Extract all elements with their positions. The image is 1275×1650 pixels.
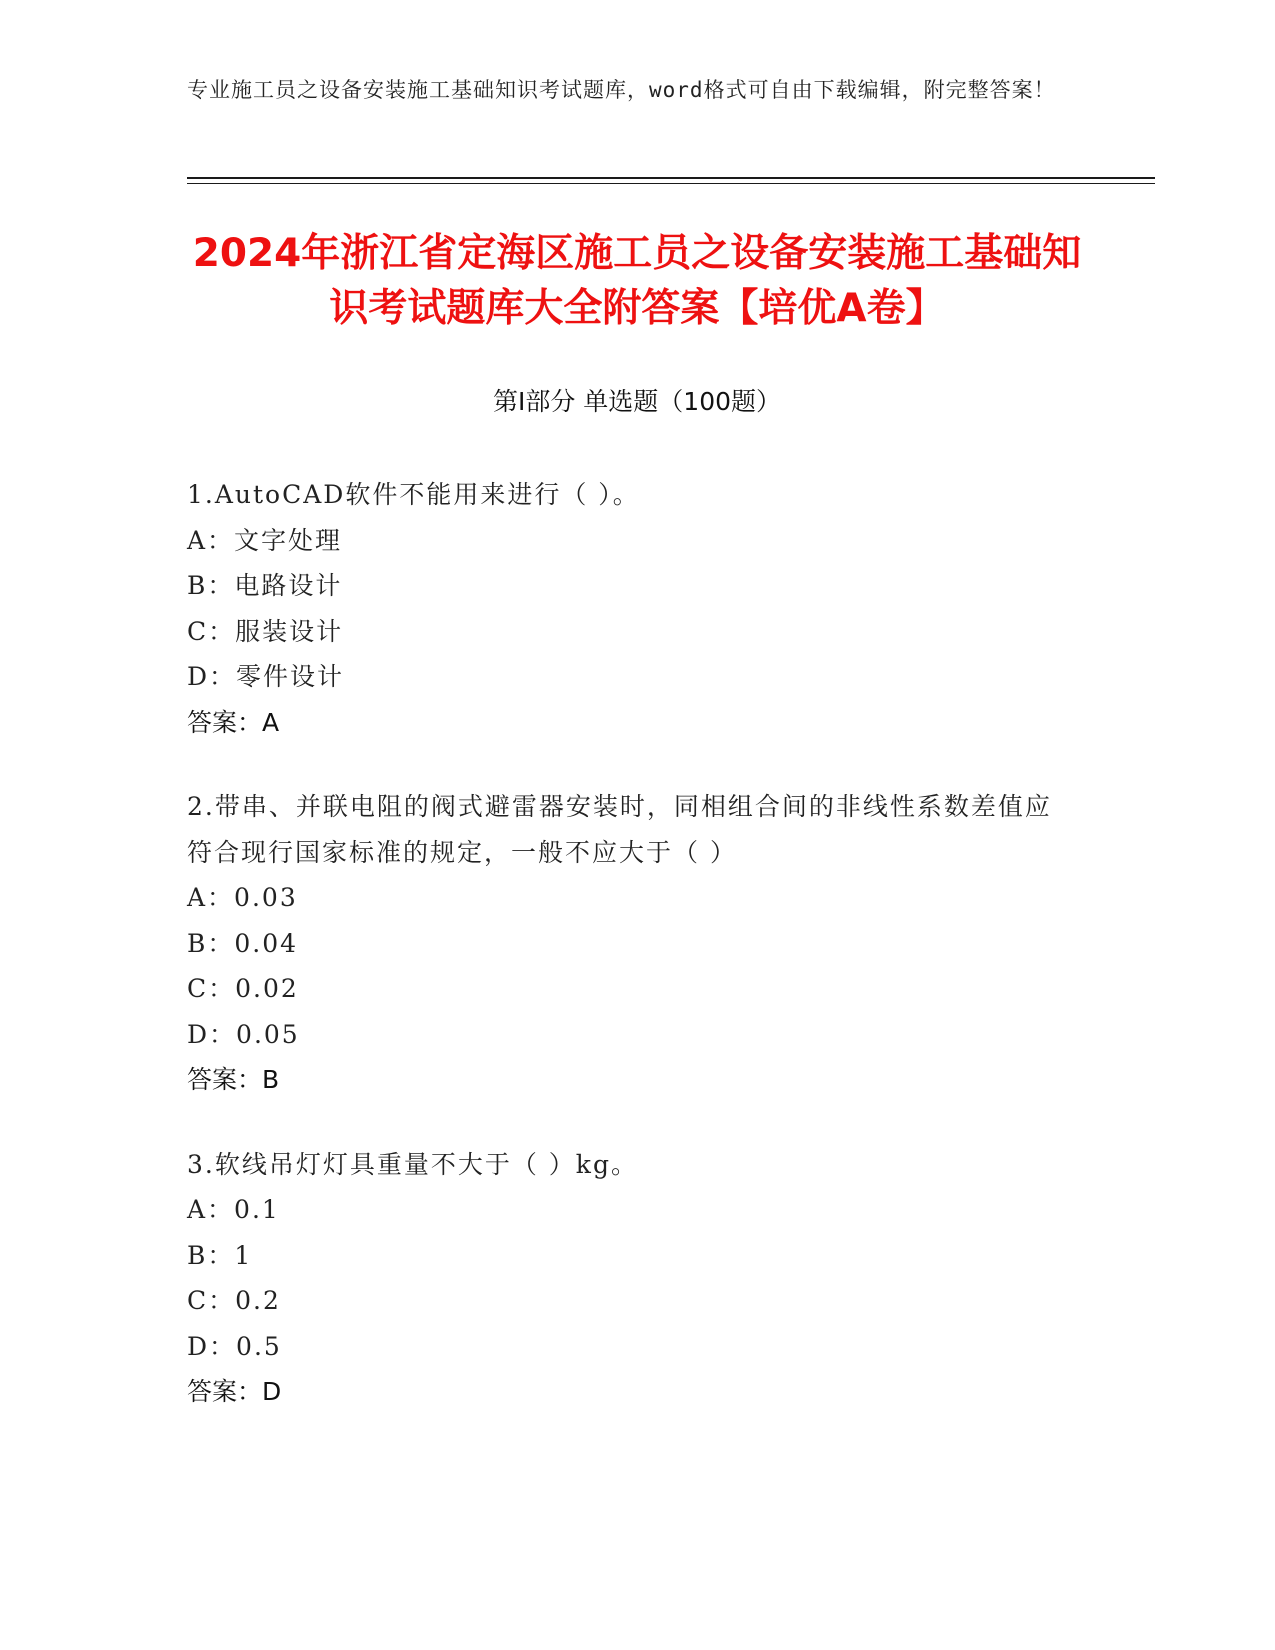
- section-heading: 第I部分 单选题（100题）: [492, 387, 782, 416]
- document-title: 2024年浙江省定海区施工员之设备安装施工基础知识考试题库大全附答案【培优A卷】: [192, 231, 1082, 331]
- question-text: 3.软线吊灯灯具重量不大于（ ）kg。: [187, 1149, 638, 1179]
- option-a: A：文字处理: [187, 525, 343, 555]
- answer: 答案：A: [187, 707, 280, 737]
- question-1: [187, 472, 1087, 745]
- option-b: B：0.04: [187, 928, 299, 958]
- option-d: D：零件设计: [187, 662, 345, 691]
- header-divider-thin: [187, 183, 1155, 184]
- header-note: 专业施工员之设备安装施工基础知识考试题库，word格式可自由下载编辑，附完整答案！: [187, 78, 1056, 102]
- question-text: 2.带串、并联电阻的阀式避雷器安装时，同相组合间的非线性系数差值应符合现行国家标准的规定，一般不应大于（ ）: [187, 792, 1052, 867]
- option-b: B：1: [187, 1240, 253, 1270]
- option-d: D：0.5: [187, 1331, 282, 1361]
- option-a: A：0.03: [187, 883, 298, 912]
- option-c: C：服装设计: [187, 616, 344, 646]
- option-c: C：0.02: [187, 974, 299, 1003]
- header-divider-thick: [187, 177, 1155, 179]
- option-b: B：电路设计: [187, 571, 343, 600]
- option-d: D：0.05: [187, 1019, 300, 1049]
- question-list: [187, 472, 1087, 1454]
- question-text: 1.AutoCAD软件不能用来进行（ ）。: [187, 480, 640, 509]
- answer: 答案：D: [187, 1377, 282, 1406]
- answer: 答案：B: [187, 1065, 280, 1094]
- option-a: A：0.1: [187, 1195, 280, 1224]
- question-3: [187, 1142, 1087, 1415]
- question-2: [187, 784, 1087, 1103]
- option-c: C：0.2: [187, 1286, 281, 1315]
